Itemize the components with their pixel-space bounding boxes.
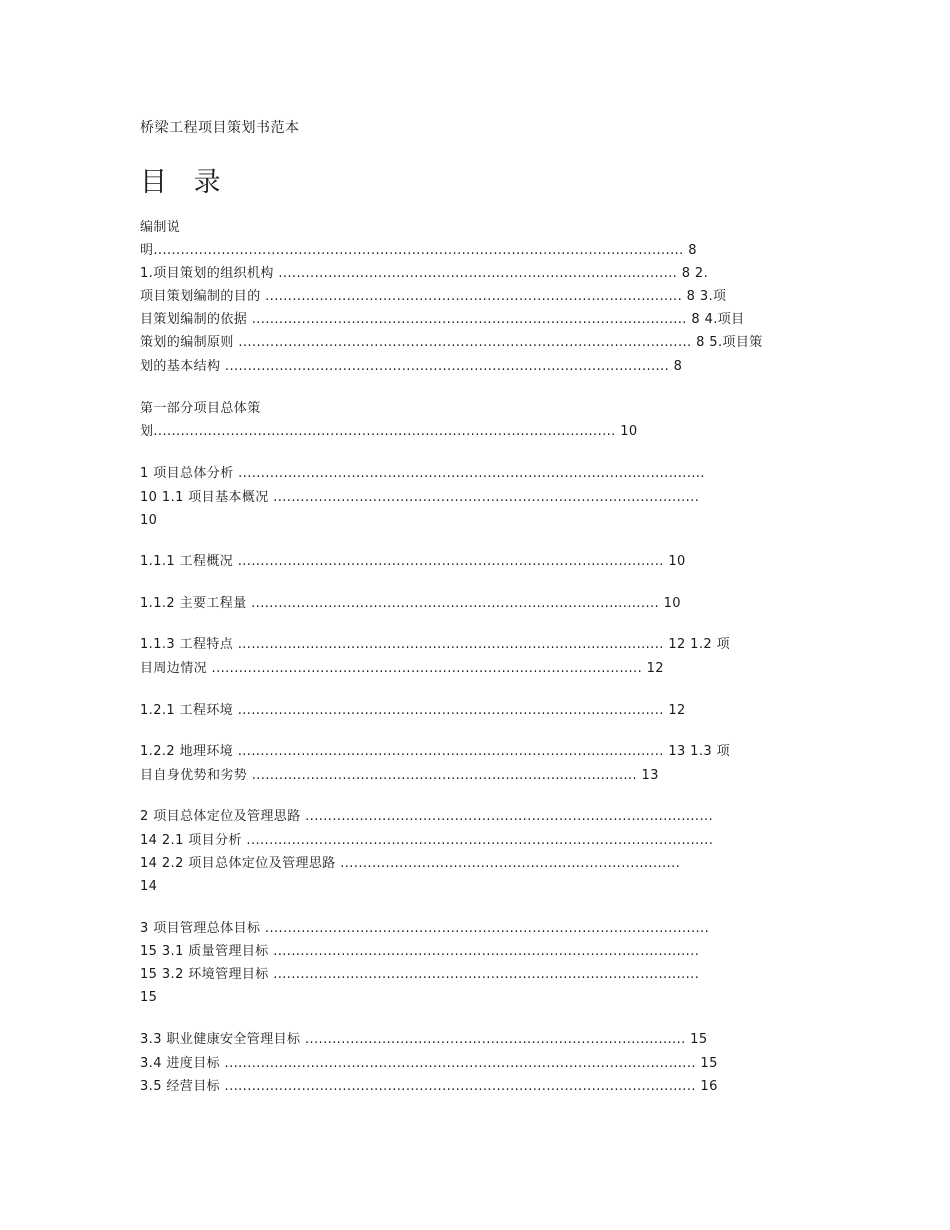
- toc-line: 3 项目管理总体目标 ..................................................................................................: [140, 921, 710, 936]
- document-title: 桥梁工程项目策划书范本: [140, 120, 300, 136]
- toc-line: 14 2.1 项目分析 .......................................................................................................: [140, 833, 714, 848]
- toc-line: 1 项目总体分析 .......................................................................................................: [140, 466, 705, 481]
- toc-line: 划...................................................................................................... 10: [140, 424, 638, 439]
- toc-line: 3.3 职业健康安全管理目标 .................................................................................... 15: [140, 1032, 708, 1047]
- toc-heading: 目 录: [140, 167, 230, 198]
- toc-line: 第一部分项目总体策: [140, 401, 261, 416]
- toc-line: 1.1.1 工程概况 .............................................................................................. 10: [140, 554, 686, 569]
- toc-line: 目策划编制的依据 ................................................................................................ 8 4.项目: [140, 312, 745, 327]
- toc-line: 策划的编制原则 .................................................................................................... 8 5.项目策: [140, 335, 763, 350]
- toc-line: 1.项目策划的组织机构 ........................................................................................ 8 2.: [140, 266, 709, 281]
- toc-line: 15: [140, 990, 158, 1005]
- toc-line: 1.2.1 工程环境 .............................................................................................. 12: [140, 703, 686, 718]
- toc-line: 15 3.2 环境管理目标 ..............................................................................................: [140, 967, 700, 982]
- toc-line: 3.4 进度目标 ........................................................................................................ 15: [140, 1056, 718, 1071]
- toc-line: 14: [140, 879, 158, 894]
- toc-line: 1.1.3 工程特点 .............................................................................................. 12 1.2 项: [140, 637, 730, 652]
- toc-line: 目自身优势和劣势 ..................................................................................... 13: [140, 768, 659, 783]
- toc-line: 划的基本结构 .................................................................................................. 8: [140, 359, 683, 374]
- toc-line: 15 3.1 质量管理目标 ..............................................................................................: [140, 944, 700, 959]
- toc-line: 14 2.2 项目总体定位及管理思路 ...........................................................................: [140, 856, 681, 871]
- toc-line: 编制说: [140, 220, 181, 235]
- toc-line: 1.2.2 地理环境 .............................................................................................. 13 1.3 项: [140, 744, 730, 759]
- toc-line: 目周边情况 ............................................................................................... 12: [140, 661, 664, 676]
- toc-line: 2 项目总体定位及管理思路 ..........................................................................................: [140, 809, 714, 824]
- toc-line: 10: [140, 513, 158, 528]
- toc-line: 3.5 经营目标 ........................................................................................................ 16: [140, 1079, 718, 1094]
- toc-line: 10 1.1 项目基本概况 ..............................................................................................: [140, 490, 700, 505]
- toc-line: 明..................................................................................................................... 8: [140, 243, 697, 258]
- toc-line: 项目策划编制的目的 ............................................................................................ 8 3.项: [140, 289, 727, 304]
- toc-line: 1.1.2 主要工程量 .......................................................................................... 10: [140, 596, 681, 611]
